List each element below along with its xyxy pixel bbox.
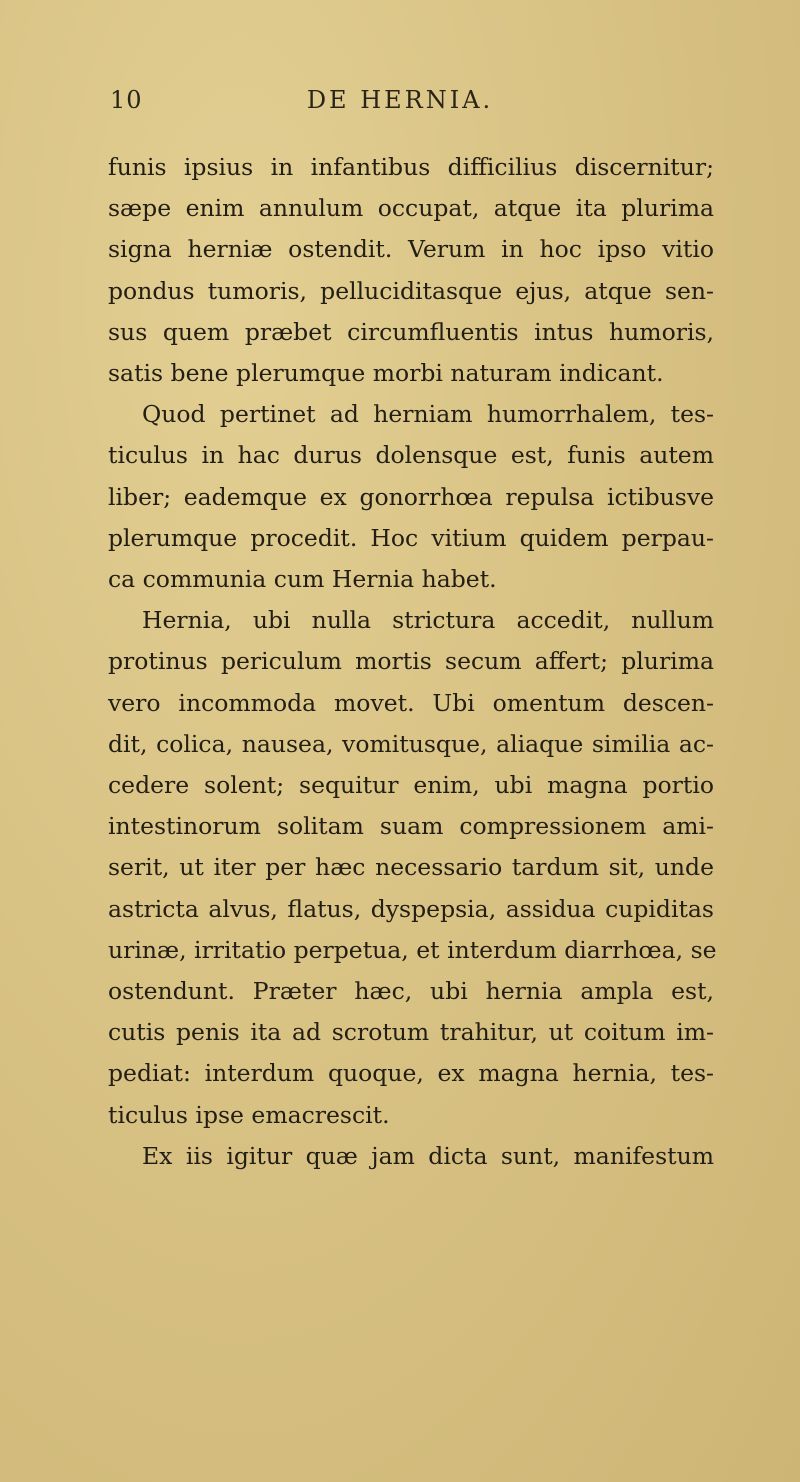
text-line: cedere solent; sequitur enim, ubi magna portio [108, 771, 714, 800]
text-line: pondus tumoris, pelluciditasque ejus, atque sen- [108, 276, 714, 305]
text-line: sæpe enim annulum occupat, atque ita plurima [108, 194, 714, 223]
text-line: dit, colica, nausea, vomitusque, aliaque similia ac- [108, 729, 714, 758]
text-line: Quod pertinet ad herniam humorrhalem, tes- [142, 400, 714, 429]
text-line: ticulus in hac durus dolensque est, funis autem [108, 441, 714, 470]
text-line: ca communia cum Hernia habet. [108, 565, 497, 594]
text-line: protinus periculum mortis secum affert; plurima [108, 647, 714, 676]
text-line: cutis penis ita ad scrotum trahitur, ut coitum im- [108, 1018, 714, 1047]
running-title: DE HERNIA. [306, 86, 494, 114]
text-line: liber; eademque ex gonorrhœa repulsa ictibusve [108, 482, 714, 511]
text-line: Ex iis igitur quæ jam dicta sunt, manifestum [142, 1141, 714, 1170]
text-line: plerumque procedit. Hoc vitium quidem perpau- [108, 523, 714, 552]
page-header [110, 86, 690, 126]
text-line: sus quem præbet circumfluentis intus humoris, [108, 317, 714, 346]
text-line: Hernia, ubi nulla strictura accedit, nullum [142, 606, 714, 635]
text-line: urinæ, irritatio perpetua, et interdum diarrhœa, se [108, 935, 717, 964]
text-line: vero incommoda movet. Ubi omentum descen- [108, 688, 714, 717]
text-line: intestinorum solitam suam compressionem ami- [108, 812, 714, 841]
page-number: 10 [110, 86, 143, 114]
body-text [108, 147, 717, 1177]
text-line: signa herniæ ostendit. Verum in hoc ipso vitio [108, 235, 714, 264]
text-line: pediat: interdum quoque, ex magna hernia, tes- [108, 1059, 714, 1088]
text-line: funis ipsius in infantibus difficilius discernitur; [108, 153, 714, 181]
text-line: ticulus ipse emacrescit. [108, 1100, 390, 1129]
text-line: serit, ut iter per hæc necessario tardum sit, unde [108, 853, 714, 882]
text-line: ostendunt. Præter hæc, ubi hernia ampla est, [108, 977, 714, 1006]
text-line: astricta alvus, flatus, dyspepsia, assidua cupiditas [108, 894, 714, 923]
text-line: satis bene plerumque morbi naturam indicant. [108, 359, 664, 388]
